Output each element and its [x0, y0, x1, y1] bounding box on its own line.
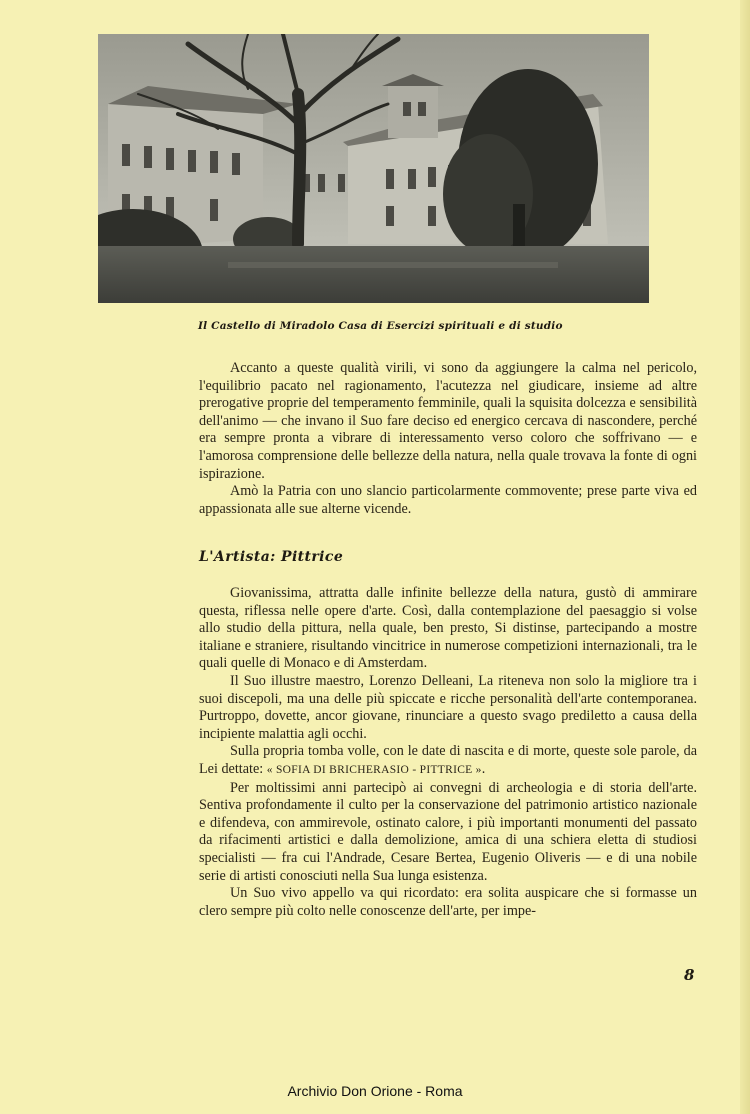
photo-caption: Il Castello di Miradolo Casa di Esercizi spirituali e di studio: [198, 320, 563, 332]
section-text: [199, 585, 697, 920]
paragraph: Accanto a queste qualità virili, vi sono da aggiungere la calma nel pericolo, l'equilibrio pacato nel ragionamento, l'acutezza nel giudicare, insieme ad altre prerogative proprie del temperamento femminile, quali la squisita dolcezza e sensibilità dell'animo — che invano il Suo fare deciso ed energico cercava di nascondere, perché era sempre pronta a vibrare di interessamento verso coloro che soffrivano — e l'amorosa comprensione delle bellezze della natura, nella quale trovava la fonte di ogni ispirazione.: [199, 360, 697, 482]
epitaph-text: « SOFIA DI BRICHERASIO - PITTRICE »: [266, 763, 482, 776]
page-number: 8: [684, 966, 695, 984]
castle-photograph: [98, 34, 649, 303]
paragraph: [199, 743, 697, 779]
page-edge: [740, 0, 750, 1114]
paragraph: Un Suo vivo appello va qui ricordato: era solita auspicare che si formasse un clero sempre più colto nelle conoscenze dell'arte, per impe-: [199, 885, 697, 919]
paragraph-text: Sulla propria tomba volle, con le date di nascita e di morte, queste sole parole, da Lei dettate:: [199, 743, 697, 777]
paragraph: Giovanissima, attratta dalle infinite bellezze della natura, gustò di ammirare questa, riflessa nelle opere d'arte. Così, dalla contemplazione del paesaggio si volse allo studio della pittura, nella quale, ben presto, Si distinse, partecipando a mostre italiane e straniere, risultando vincitrice in numerose competizioni internazionali, tra le quali quelle di Monaco e di Amsterdam.: [199, 585, 697, 672]
paragraph: Per moltissimi anni partecipò ai convegni di archeologia e di storia dell'arte. Sentiva profondamente il culto per la conservazione del patrimonio artistico nazionale e difendeva, con ammirevole, ostinato calore, i più importanti monumenti del passato da rifacimenti artistici e dalla demolizione, amica di una schiera eletta di studiosi specialisti — fra cui l'Andrade, Cesare Bertea, Eugenio Oliveris — e di una nobile serie di artisti conosciuti nella Sua lunga esistenza.: [199, 779, 697, 884]
paragraph: Il Suo illustre maestro, Lorenzo Delleani, La riteneva non solo la migliore tra i suoi discepoli, ma una delle più spiccate e ricche personalità dell'arte contemporanea. Purtroppo, dovette, ancor giovane, rinunciare a questo svago prediletto a causa della incipiente malattia agli occhi.: [199, 672, 697, 742]
section-heading: L'Artista: Pittrice: [199, 549, 344, 565]
paragraph-end: .: [481, 760, 486, 777]
archive-footer: Archivio Don Orione - Roma: [287, 1083, 463, 1099]
intro-text: [199, 360, 697, 518]
paragraph: Amò la Patria con uno slancio particolarmente commovente; prese parte viva ed appassionata alle sue alterne vicende.: [199, 483, 697, 517]
